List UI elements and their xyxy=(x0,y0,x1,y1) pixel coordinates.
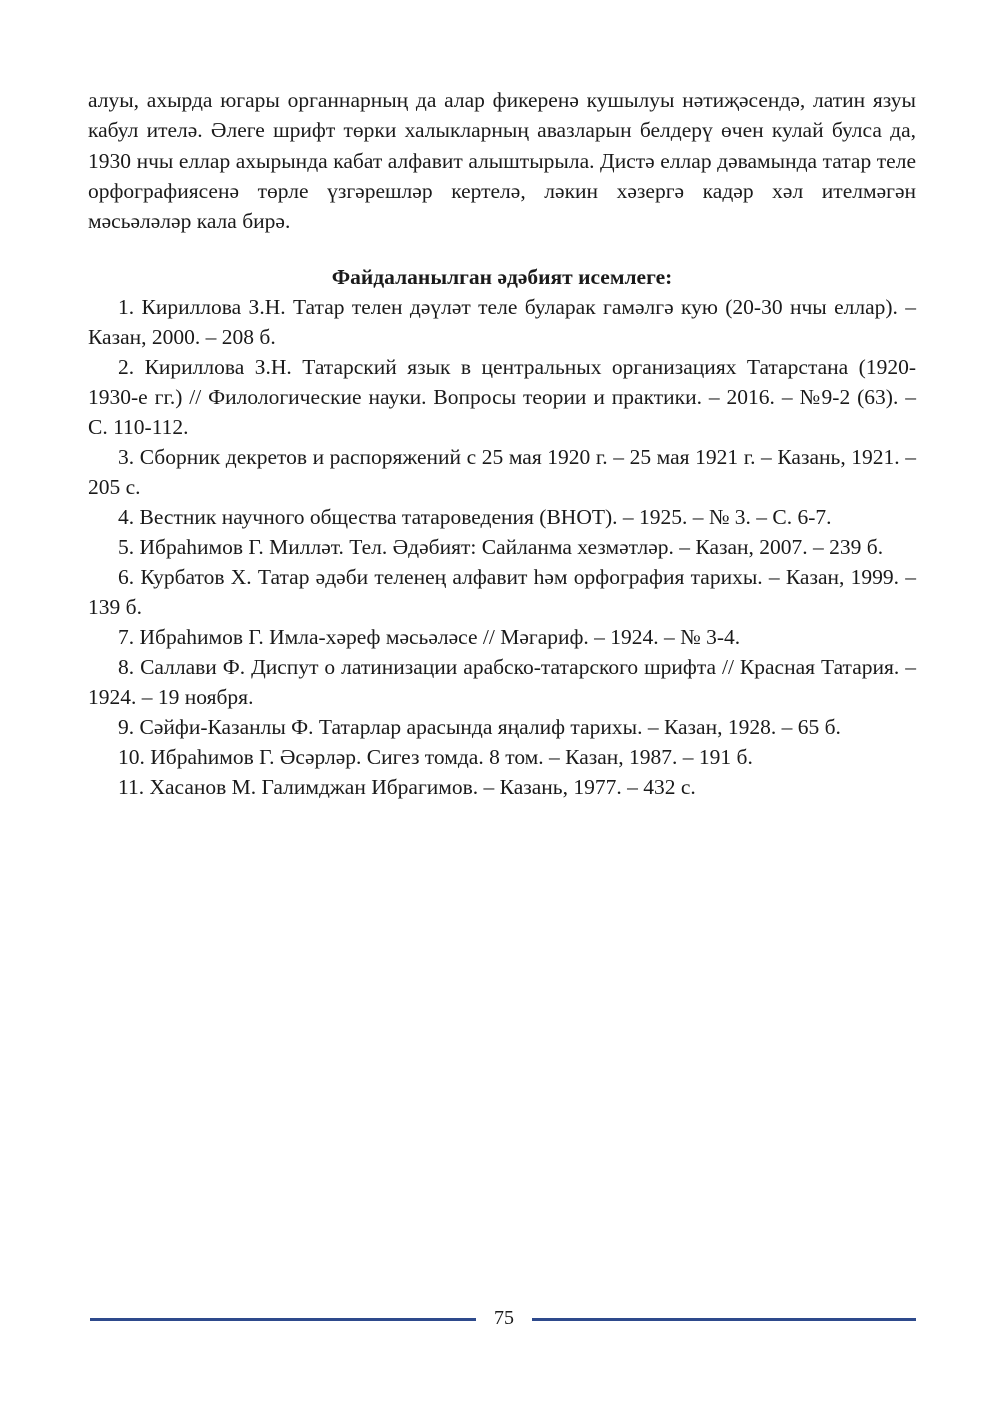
reference-item-11: 11. Хасанов М. Галимджан Ибрагимов. – Казань, 1977. – 432 с. xyxy=(118,775,696,799)
reference-item-1: 1. Кириллова З.Н. Татар телен дәүләт теле буларак гамәлгә кую (20-30 нчы еллар). – Казан, 2000. – 208 б. xyxy=(88,295,916,349)
reference-item-10: 10. Ибраһимов Г. Әсәрләр. Сигез томда. 8 том. – Казан, 1987. – 191 б. xyxy=(118,745,753,769)
page-number: 75 xyxy=(494,1307,514,1329)
reference-item-5: 5. Ибраһимов Г. Милләт. Тел. Әдәбият: Сайланма хезмәтләр. – Казан, 2007. – 239 б. xyxy=(118,535,884,559)
reference-item-9: 9. Сәйфи-Казанлы Ф. Татарлар арасында яңалиф тарихы. – Казан, 1928. – 65 б. xyxy=(118,715,841,739)
body-paragraph: алуы, ахырда югары органнарның да алар фикеренә кушылуы нәтиҗәсендә, латин язуы кабул ителә. Әлеге шрифт төрки халыкларның авазларын белдерү өчен кулай булса да, 1930 нчы еллар ахырында кабат алфавит алыштырыла. Дистә еллар дәвамында татар теле орфографиясенә төрле үзгәрешләр кертелә, ләкин хәзергә кадәр хәл ителмәгән мәсьәләләр кала бирә. xyxy=(88,88,916,234)
reference-item-2: 2. Кириллова З.Н. Татарский язык в центральных организациях Татарстана (1920-1930-е гг.) // Филологические науки. Вопросы теории и практики. – 2016. – №9-2 (63). – С. 110-112. xyxy=(88,355,916,439)
page-footer xyxy=(90,1303,916,1333)
reference-item-4: 4. Вестник научного общества татароведения (ВНОТ). – 1925. – № 3. – С. 6-7. xyxy=(118,505,832,529)
footer-rule-right xyxy=(532,1318,916,1321)
reference-item-3: 3. Сборник декретов и распоряжений с 25 мая 1920 г. – 25 мая 1921 г. – Казань, 1921. – 205 с. xyxy=(88,445,916,499)
footer-rule-left xyxy=(90,1318,476,1321)
references-heading: Файдаланылган әдәбият исемлеге: xyxy=(331,265,673,289)
reference-item-7: 7. Ибраһимов Г. Имла-хәреф мәсьәләсе // Мәгариф. – 1924. – № 3-4. xyxy=(118,625,741,649)
reference-item-6: 6. Курбатов Х. Татар әдәби теленең алфавит һәм орфография тарихы. – Казан, 1999. – 139 б. xyxy=(88,565,916,619)
references-list xyxy=(88,292,916,802)
reference-item-8: 8. Саллави Ф. Диспут о латинизации арабско-татарского шрифта // Красная Татария. – 1924. – 19 ноября. xyxy=(88,655,916,709)
